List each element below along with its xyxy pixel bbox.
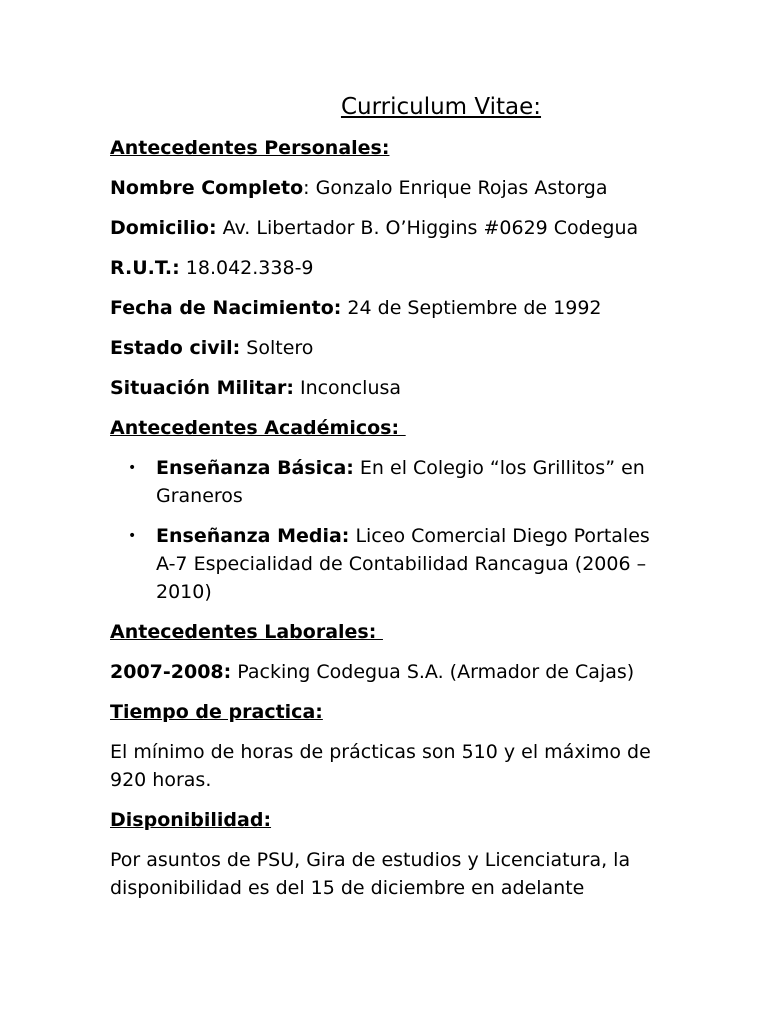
militar-label: Situación Militar: [110,377,294,399]
bullet-icon: • [128,460,137,476]
civil-label: Estado civil: [110,337,241,359]
rut-label: R.U.T.: [110,257,180,279]
nacimiento-value: 24 de Septiembre de 1992 [341,297,602,319]
domicilio-row [110,214,670,242]
work-period-label: 2007-2008: [110,661,232,683]
practice-heading: Tiempo de practica: [110,701,323,723]
personal-heading: Antecedentes Personales: [110,137,390,159]
nombre-label: Nombre Completo [110,177,304,199]
nacimiento-row [110,294,670,322]
academic-item-label: Enseñanza Básica: [156,457,354,479]
list-item [110,454,670,510]
domicilio-label: Domicilio: [110,217,217,239]
domicilio-value: Av. Libertador B. O’Higgins #0629 Codegua [216,217,639,239]
work-row [110,658,670,686]
civil-row [110,334,670,362]
list-item [110,522,670,606]
work-heading: Antecedentes Laborales: [110,621,383,643]
academic-heading: Antecedentes Académicos: [110,417,406,439]
bullet-icon: • [128,528,137,544]
nombre-row [110,174,670,202]
rut-value: 18.042.338-9 [179,257,314,279]
academic-item-label: Enseñanza Media: [156,525,350,547]
nacimiento-label: Fecha de Nacimiento: [110,297,342,319]
militar-value: Inconclusa [293,377,402,399]
availability-heading: Disponibilidad: [110,809,272,831]
nombre-value: : Gonzalo Enrique Rojas Astorga [303,177,608,199]
document-title: Curriculum Vitae: [340,94,542,120]
practice-text: El mínimo de horas de prácticas son 510 y el máximo de 920 horas. [110,741,651,791]
civil-value: Soltero [240,337,314,359]
work-period-value: Packing Codegua S.A. (Armador de Cajas) [231,661,635,683]
cv-document [110,90,670,902]
rut-row [110,254,670,282]
militar-row [110,374,670,402]
availability-text: Por asuntos de PSU, Gira de estudios y Licenciatura, la disponibilidad es del 15 de diciembre en adelante [110,849,631,899]
academic-item-value: Liceo Comercial Diego Portales A-7 Especialidad de Contabilidad Rancagua (2006 – 2010) [156,525,650,603]
academic-item-value: En el Colegio “los Grillitos” en Graneros [156,457,645,507]
academic-list [110,454,670,606]
